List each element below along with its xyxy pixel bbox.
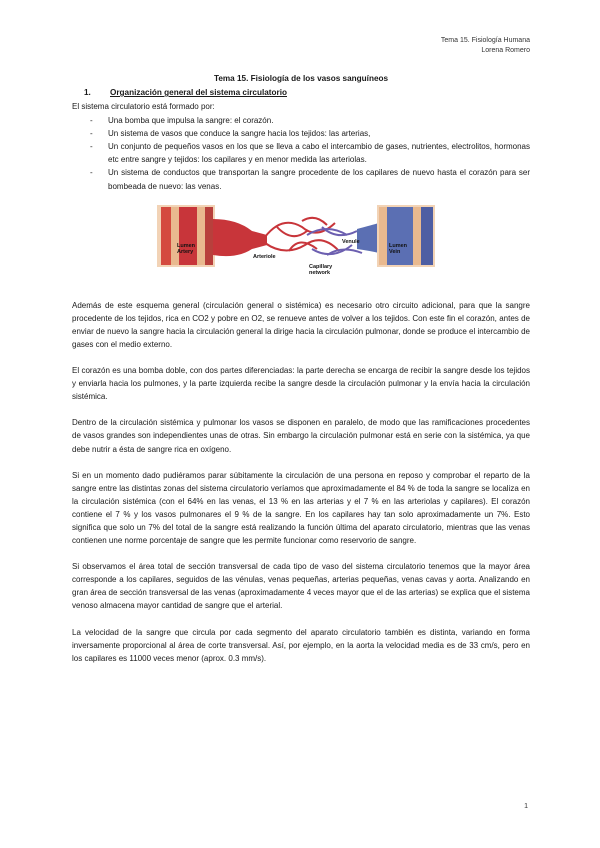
- list-item: - Un sistema de vasos que conduce la sangre hacia los tejidos: las arterias,: [90, 129, 371, 139]
- page-number: 1: [524, 803, 528, 810]
- document-title: Tema 15. Fisiología de los vasos sanguíneos: [213, 74, 389, 83]
- list-item: - Un conjunto de pequeños vasos en los que se lleva a cabo el intercambio de gases, nutrientes, electrolitos, hormonas etc entre sangre y tejidos: los capilares y en menor medida las arteriolas.: [90, 142, 530, 165]
- bullet-list: [72, 114, 530, 193]
- capillary-network: [265, 217, 339, 250]
- vessel-diagram: [157, 205, 435, 275]
- paragraph: Si observamos el área total de sección transversal de cada tipo de vaso del sistema circulatorio tenemos que la mayor área corresponde a los capilares, seguidos de las vénulas, venas pequeñas, arterias pequeñas, venas cavas y aorta. Analizando en gran área de sección transversal de las venas (aproximadamente 4 veces mayor que el de las arterias) se explica que el sistema venoso almacena mayor cantidad de sangre que el arterial.: [72, 562, 530, 611]
- arteriole: [213, 219, 267, 256]
- label-venule: Venule: [342, 238, 360, 245]
- document-body: [72, 74, 530, 665]
- section-number: 1.: [84, 88, 91, 97]
- venule: [357, 223, 379, 253]
- label-capillary-network: Capillary network: [309, 263, 333, 277]
- vein-outer-layer: [421, 207, 433, 265]
- artery-outer-layer: [161, 207, 171, 265]
- paragraph: Además de este esquema general (circulación general o sistémica) es necesario otro circuito adicional, para que la sangre procedente de los tejidos, rica en CO2 y pobre en O2, se renueve antes de volver a los tejidos. Con este fin el corazón, antes de enviar de nuevo la sangre hacia la circulación general la dirige hacia la circulación pulmonar, donde se produce el intercambio de gases con el medio externo.: [72, 300, 530, 349]
- section-title: Organización general del sistema circulatorio: [110, 88, 287, 97]
- list-item: - Una bomba que impulsa la sangre: el corazón.: [90, 116, 274, 126]
- list-item: - Un sistema de conductos que transportan la sangre procedente de los capilares de nuevo hasta el corazón para ser bombeada de nuevo: las venas.: [90, 168, 530, 191]
- paragraph: Dentro de la circulación sistémica y pulmonar los vasos se disponen en paralelo, de modo que las ramificaciones procedentes de vasos grandes son independientes unas de otras. Sin embargo la circulación pulmonar está en serie con la sistémica, ya que debe nutrir a ésta de sangre rica en oxígeno.: [72, 418, 530, 454]
- label-lumen-artery: Lumen Artery: [177, 242, 196, 256]
- section-heading: [84, 88, 530, 97]
- header-topic: Tema 15. Fisiología Humana: [440, 37, 530, 44]
- blood-vessel-figure: [157, 205, 435, 275]
- artery-lumen: [179, 207, 197, 265]
- header-author: Lorena Romero: [481, 47, 530, 54]
- label-lumen-vein: Lumen Vein: [389, 242, 408, 256]
- paragraph: La velocidad de la sangre que circula por cada segmento del aparato circulatorio también es distinta, variando en forma inversamente proporcional al área de corte transversal. Así, por ejemplo, en la aorta la velocidad media es de 33 cm/s, pero en los capilares es 11000 veces menor (aprox. 0.3 mm/s).: [72, 627, 530, 663]
- label-arteriole: Arteriole: [253, 253, 276, 260]
- page-header: [441, 36, 530, 56]
- paragraph: Si en un momento dado pudiéramos parar súbitamente la circulación de una persona en reposo y comprobar el reparto de la sangre entre las distintas zonas del sistema circulatorio veríamos que aproximadamente el 84 % de toda la sangre se localiza en la circulación sistémica (con el 64% en las venas, el 13 % en las arterias y el 7 % en las arteriolas y capilares). El corazón contiene el 7 % y los vasos pulmonares el 9 % de la sangre. En los capilares hay tan solo aproximadamente un 7%. Esto significa que solo un 7% del total de la sangre está realizando la función última del aparato circulatorio, mientras que las venas contienen une norme porcentaje de sangre que les permite funcionar como reservorio de sangre.: [72, 470, 530, 546]
- paragraph: El corazón es una bomba doble, con dos partes diferenciadas: la parte derecha se encarga de recibir la sangre desde los tejidos y enviarla hacia los pulmones, y la parte izquierda recibe la sangre desde la circulación pulmonar y la envía hacia la circulación sistémica.: [72, 366, 530, 402]
- intro-text: El sistema circulatorio está formado por:: [72, 102, 215, 111]
- vein-lumen: [387, 207, 413, 265]
